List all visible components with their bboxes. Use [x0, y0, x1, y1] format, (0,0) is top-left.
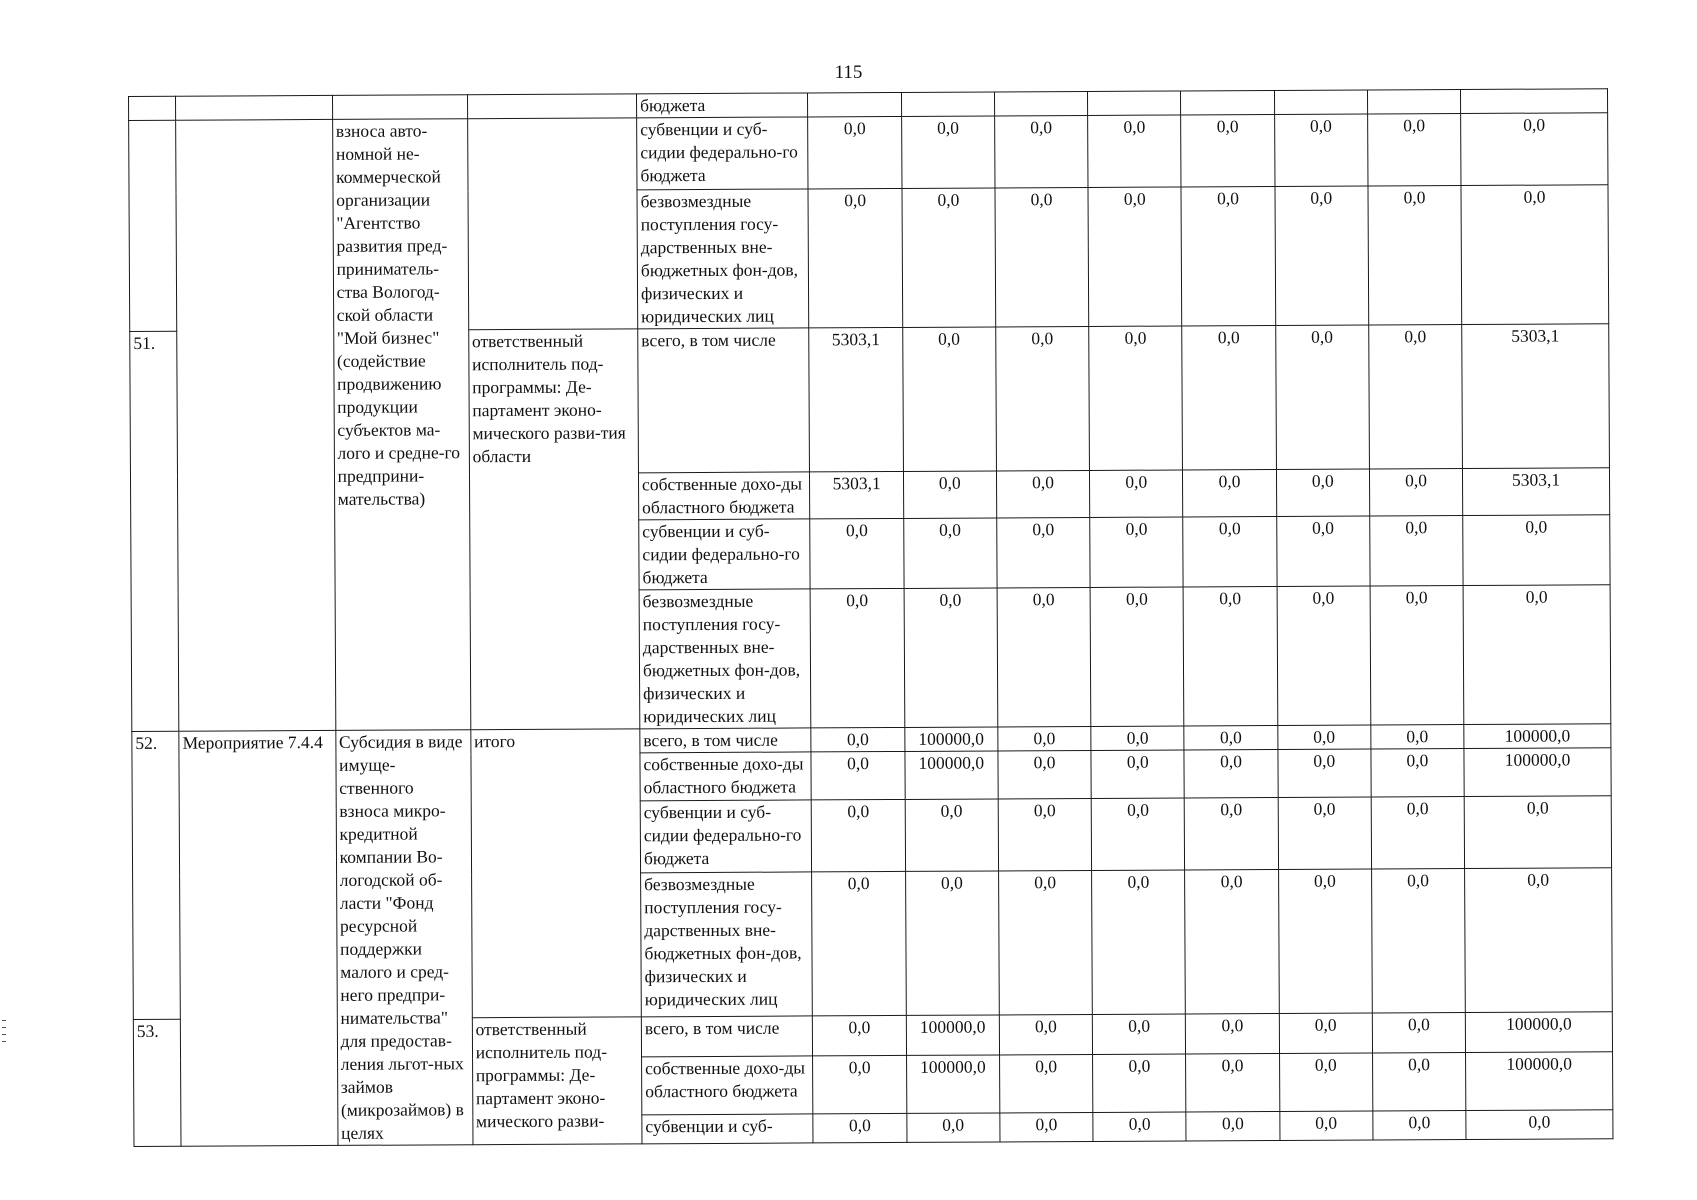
value-cell: 0,0 — [1090, 470, 1183, 517]
value-cell: 0,0 — [1186, 1053, 1280, 1111]
event-cell — [176, 119, 336, 731]
row-number-cell: 51. — [130, 331, 179, 731]
value-cell: 0,0 — [1183, 516, 1277, 586]
value-cell: 0,0 — [1184, 749, 1277, 797]
value-cell: 0,0 — [1090, 587, 1184, 726]
page-number: 115 — [834, 62, 863, 83]
value-cell — [1461, 89, 1608, 114]
value-cell: 0,0 — [998, 726, 1091, 750]
value-cell: 0,0 — [1369, 325, 1463, 469]
value-cell: 0,0 — [999, 1014, 1092, 1054]
value-cell: 0,0 — [1371, 725, 1464, 749]
funding-source: субвенции и суб- — [642, 1114, 814, 1144]
value-cell: 0,0 — [808, 116, 902, 188]
value-cell — [1274, 90, 1367, 114]
value-cell: 0,0 — [1000, 1112, 1093, 1141]
value-cell: 0,0 — [997, 587, 1091, 726]
value-cell: 0,0 — [1092, 870, 1186, 1014]
value-cell — [1367, 90, 1460, 114]
value-cell: 0,0 — [905, 799, 999, 871]
value-cell: 100000,0 — [1464, 724, 1611, 749]
value-cell — [994, 91, 1087, 115]
value-cell: 0,0 — [995, 187, 1089, 326]
value-cell — [1181, 90, 1274, 114]
executor-cell: итого — [470, 729, 641, 1018]
value-cell: 5303,1 — [809, 327, 903, 471]
value-cell: 0,0 — [1461, 185, 1609, 325]
value-cell: 0,0 — [999, 1054, 1093, 1112]
value-cell: 0,0 — [903, 518, 997, 588]
value-cell: 0,0 — [1093, 1112, 1186, 1141]
funding-source: субвенции и суб-сидии федерально-го бюджета — [640, 800, 812, 873]
value-cell: 100000,0 — [1466, 1052, 1613, 1111]
value-cell: 0,0 — [1091, 798, 1185, 870]
description-cell: Субсидия в виде имуще-ственного взноса микро-кредитной компании Во-логодской об-ласти "Фонд ресурсной поддержки малого и сред-него предпри-нимательства" для предостав-ления льгот-ных займов (микрозаймов) в целях — [335, 730, 472, 1146]
value-cell: 0,0 — [1278, 869, 1372, 1013]
value-cell: 0,0 — [1182, 325, 1276, 469]
value-cell: 0,0 — [902, 188, 996, 327]
executor-cell-upper — [467, 118, 637, 330]
value-cell: 0,0 — [1184, 725, 1277, 749]
value-cell: 0,0 — [1088, 187, 1182, 326]
funding-source: собственные дохо-ды областного бюджета — [640, 752, 812, 801]
scan-margin-mark — [2, 1027, 6, 1028]
value-cell: 0,0 — [1466, 1110, 1613, 1140]
budget-table — [128, 88, 1613, 1147]
source-cell: бюджета — [636, 93, 808, 118]
value-cell: 0,0 — [998, 798, 1092, 870]
value-cell: 0,0 — [1277, 586, 1371, 725]
value-cell: 5303,1 — [1463, 468, 1610, 516]
value-cell: 0,0 — [907, 1113, 1000, 1142]
value-cell — [1088, 91, 1181, 115]
funding-source: субвенции и суб-сидии федерально-го бюджета — [639, 519, 811, 590]
value-cell: 0,0 — [1277, 725, 1370, 749]
value-cell: 0,0 — [1089, 326, 1183, 470]
row-number-cell — [129, 96, 176, 120]
value-cell: 0,0 — [1369, 469, 1462, 516]
value-cell: 0,0 — [901, 116, 995, 188]
value-cell: 0,0 — [1275, 325, 1369, 469]
executor-cell — [467, 94, 636, 119]
executor-cell: ответственный исполнитель под-программы: Де-партамент эконо-мического разви- — [472, 1017, 642, 1145]
value-cell: 0,0 — [1276, 516, 1370, 586]
description-cell: взноса авто-номной не-коммерческой организации "Агентство развития пред-приниматель-ства Вологод-ской области "Мой бизнес" (содействие продвижению продукции субъектов ма-лого и средне-го предприни-мательства) — [332, 119, 470, 731]
scan-margin-mark — [2, 1034, 6, 1035]
value-cell: 100000,0 — [906, 1015, 999, 1055]
value-cell: 0,0 — [1183, 586, 1277, 725]
value-cell: 5303,1 — [810, 471, 903, 518]
funding-source: безвозмездные поступления госу-дарственных вне-бюджетных фон-дов, физических и юридических лиц — [641, 872, 813, 1017]
value-cell: 0,0 — [1185, 797, 1279, 869]
scan-margin-mark — [2, 1020, 6, 1021]
value-cell: 0,0 — [1371, 797, 1465, 869]
value-cell: 0,0 — [1093, 1054, 1187, 1112]
value-cell: 0,0 — [1370, 516, 1464, 586]
value-cell: 5303,1 — [1462, 324, 1610, 469]
value-cell: 0,0 — [813, 1055, 907, 1113]
funding-source: всего, в том числе — [641, 1016, 813, 1057]
value-cell: 0,0 — [1183, 469, 1276, 516]
funding-source: собственные дохо-ды областного бюджета — [638, 472, 810, 520]
budget-table-body — [129, 89, 1613, 1147]
value-cell: 0,0 — [902, 327, 996, 471]
value-cell: 0,0 — [1181, 186, 1275, 325]
value-cell: 0,0 — [904, 588, 998, 727]
value-cell: 0,0 — [1368, 186, 1462, 325]
value-cell: 0,0 — [1370, 586, 1464, 725]
value-cell: 0,0 — [813, 1113, 906, 1142]
value-cell: 0,0 — [1278, 749, 1371, 797]
value-cell: 0,0 — [1371, 869, 1465, 1013]
value-cell: 0,0 — [998, 870, 1092, 1014]
value-cell: 0,0 — [1463, 585, 1611, 725]
value-cell: 0,0 — [1092, 1014, 1185, 1054]
value-cell: 0,0 — [811, 588, 905, 727]
value-cell: 0,0 — [1088, 115, 1182, 187]
value-cell: 0,0 — [810, 518, 904, 588]
value-cell: 0,0 — [1279, 1013, 1372, 1053]
value-cell: 100000,0 — [905, 751, 998, 799]
value-cell: 0,0 — [812, 799, 906, 871]
value-cell: 0,0 — [996, 470, 1089, 517]
funding-source: всего, в том числе — [640, 728, 812, 753]
value-cell: 0,0 — [1373, 1111, 1466, 1140]
value-cell: 0,0 — [998, 750, 1091, 798]
row-number-cell-upper — [129, 120, 177, 331]
value-cell: 100000,0 — [1465, 1012, 1612, 1053]
value-cell: 0,0 — [1465, 868, 1613, 1013]
value-cell: 0,0 — [903, 471, 996, 518]
value-cell: 0,0 — [1279, 1111, 1372, 1140]
value-cell — [808, 92, 901, 116]
value-cell: 0,0 — [996, 326, 1090, 470]
value-cell: 100000,0 — [906, 1055, 1000, 1113]
value-cell: 0,0 — [1276, 469, 1369, 516]
event-cell: Мероприятие 7.4.4 — [179, 730, 338, 1146]
value-cell: 0,0 — [1372, 1053, 1466, 1111]
funding-source: безвозмездные поступления госу-дарственных вне-бюджетных фон-дов, физических и юридических лиц — [637, 189, 809, 329]
funding-source: субвенции и суб-сидии федерально-го бюджета — [637, 117, 809, 190]
event-cell — [176, 95, 333, 120]
row-number-cell: 52. — [132, 731, 181, 1019]
row-number-cell: 53. — [133, 1019, 181, 1146]
value-cell: 0,0 — [1181, 114, 1275, 186]
value-cell: 0,0 — [995, 115, 1089, 187]
value-cell: 0,0 — [1091, 726, 1184, 750]
value-cell: 0,0 — [1186, 1111, 1279, 1140]
value-cell: 0,0 — [1275, 186, 1369, 325]
value-cell: 0,0 — [812, 871, 906, 1015]
funding-source: собственные дохо-ды областного бюджета — [642, 1056, 814, 1115]
value-cell: 100000,0 — [1464, 748, 1611, 797]
value-cell: 0,0 — [997, 517, 1091, 587]
table-row — [129, 113, 1608, 193]
executor-cell: ответственный исполнитель под-программы: Де-партамент эконо-мического разви-тия области — [468, 329, 639, 730]
value-cell: 0,0 — [811, 751, 904, 799]
value-cell: 0,0 — [1185, 869, 1279, 1013]
value-cell: 0,0 — [1278, 797, 1372, 869]
value-cell: 0,0 — [1186, 1013, 1279, 1053]
value-cell: 0,0 — [808, 188, 902, 327]
value-cell: 0,0 — [905, 871, 999, 1015]
value-cell: 0,0 — [813, 1015, 906, 1055]
value-cell: 0,0 — [1461, 113, 1608, 186]
value-cell: 100000,0 — [905, 727, 998, 751]
budget-table-sheet — [128, 88, 1613, 1143]
funding-source: безвозмездные поступления госу-дарственных вне-бюджетных фон-дов, физических и юридических лиц — [639, 589, 811, 729]
value-cell — [901, 92, 994, 116]
value-cell: 0,0 — [1367, 114, 1461, 186]
value-cell: 0,0 — [1274, 114, 1368, 186]
value-cell: 0,0 — [1464, 796, 1611, 869]
scan-margin-mark — [2, 1041, 6, 1042]
value-cell: 0,0 — [1371, 749, 1464, 797]
funding-source: всего, в том числе — [638, 328, 810, 473]
value-cell: 0,0 — [1372, 1013, 1465, 1053]
value-cell: 0,0 — [1463, 515, 1610, 586]
value-cell: 0,0 — [1090, 517, 1184, 587]
value-cell: 0,0 — [1279, 1053, 1373, 1111]
value-cell: 0,0 — [811, 727, 904, 751]
description-cell — [332, 95, 467, 120]
value-cell: 0,0 — [1091, 750, 1184, 798]
